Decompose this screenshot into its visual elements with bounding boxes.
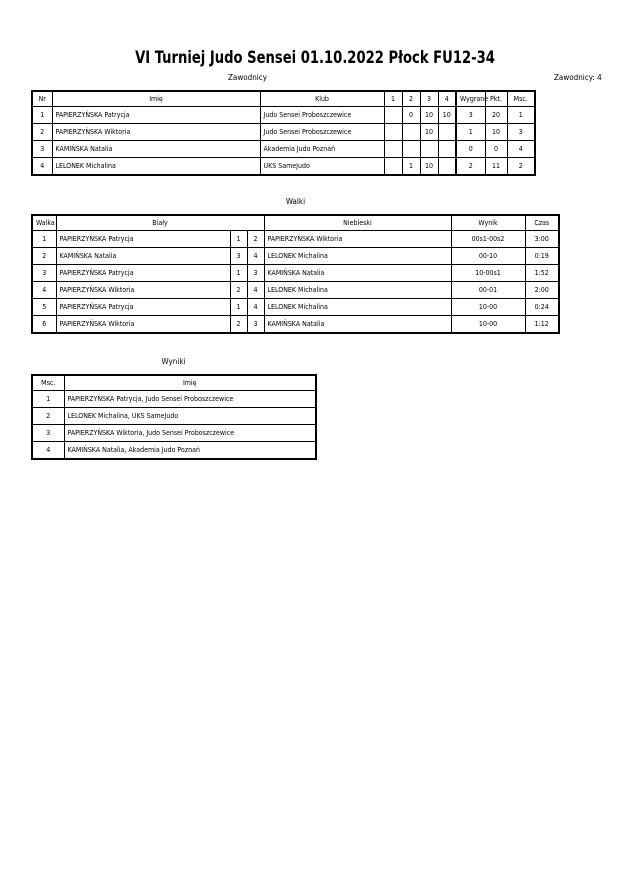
- table-row: [32, 408, 316, 425]
- place-cell: 1: [32, 391, 64, 408]
- name-cell: LELONEK Michalina: [52, 158, 260, 176]
- round-4-cell: [438, 124, 456, 141]
- round-3-cell: [420, 141, 438, 158]
- white-name: PAPIERZYŃSKA Patrycja: [56, 265, 230, 282]
- col-round-1: 1: [384, 91, 402, 107]
- round-4-cell: [438, 158, 456, 176]
- round-2-cell: [402, 141, 420, 158]
- name-cell: PAPIERZYŃSKA Wiktoria: [52, 124, 260, 141]
- col-club: Klub: [260, 91, 384, 107]
- points-cell: 11: [485, 158, 507, 176]
- fight-number: 5: [32, 299, 56, 316]
- name-cell: KAMIŃSKA Natalia: [52, 141, 260, 158]
- col-place: Msc.: [32, 375, 64, 391]
- white-name: PAPIERZYŃSKA Patrycja: [56, 231, 230, 248]
- blue-name: PAPIERZYŃSKA Wiktoria: [264, 231, 451, 248]
- round-4-cell: [438, 141, 456, 158]
- table-row: [32, 158, 535, 176]
- name-cell: KAMIŃSKA Natalia, Akademia Judo Poznań: [64, 442, 316, 460]
- fight-result: 00s1-00s2: [451, 231, 525, 248]
- place-cell: 1: [507, 107, 535, 124]
- white-name: PAPIERZYŃSKA Wiktoria: [56, 316, 230, 334]
- fight-number: 6: [32, 316, 56, 334]
- fight-number: 3: [32, 265, 56, 282]
- round-1-cell: [384, 158, 402, 176]
- blue-name: LELONEK Michalina: [264, 299, 451, 316]
- fights-header-row: [32, 215, 559, 231]
- round-3-cell: 10: [420, 158, 438, 176]
- competitors-header-row: [32, 91, 535, 107]
- white-nr: 3: [230, 248, 247, 265]
- blue-nr: 4: [247, 282, 264, 299]
- table-row: [32, 107, 535, 124]
- white-nr: 1: [230, 265, 247, 282]
- round-1-cell: [384, 141, 402, 158]
- results-caption: Wyniki: [161, 357, 186, 366]
- col-name: Imię: [52, 91, 260, 107]
- points-cell: 10: [485, 124, 507, 141]
- blue-nr: 4: [247, 299, 264, 316]
- col-round-2: 2: [402, 91, 420, 107]
- white-name: PAPIERZYŃSKA Wiktoria: [56, 282, 230, 299]
- table-row: [32, 425, 316, 442]
- white-name: KAMIŃSKA Natalia: [56, 248, 230, 265]
- round-1-cell: [384, 107, 402, 124]
- place-cell: 4: [507, 141, 535, 158]
- nr-cell: 4: [32, 158, 52, 176]
- fight-time: 0:19: [525, 248, 559, 265]
- fight-result: 00-10: [451, 248, 525, 265]
- club-cell: UKS SameJudo: [260, 158, 384, 176]
- fight-time: 3:00: [525, 231, 559, 248]
- fight-result: 00-01: [451, 282, 525, 299]
- round-2-cell: 1: [402, 158, 420, 176]
- table-row: [32, 442, 316, 460]
- won-cell: 3: [456, 107, 485, 124]
- white-nr: 1: [230, 231, 247, 248]
- round-3-cell: 10: [420, 107, 438, 124]
- fight-number: 2: [32, 248, 56, 265]
- table-row: [32, 282, 559, 299]
- round-2-cell: [402, 124, 420, 141]
- white-nr: 2: [230, 316, 247, 334]
- fight-number: 1: [32, 231, 56, 248]
- fight-result: 10-00s1: [451, 265, 525, 282]
- won-cell: 0: [456, 141, 485, 158]
- name-cell: PAPIERZYŃSKA Wiktoria, Judo Sensei Proboszczewice: [64, 425, 316, 442]
- col-white: Biały: [56, 215, 264, 231]
- competitor-count: Zawodnicy: 4: [554, 73, 602, 82]
- white-nr: 2: [230, 282, 247, 299]
- club-cell: Akademia Judo Poznań: [260, 141, 384, 158]
- fight-result: 10-00: [451, 299, 525, 316]
- nr-cell: 3: [32, 141, 52, 158]
- results-table: [31, 374, 317, 460]
- nr-cell: 2: [32, 124, 52, 141]
- fight-time: 1:12: [525, 316, 559, 334]
- blue-name: LELONEK Michalina: [264, 248, 451, 265]
- fights-table: [31, 214, 560, 334]
- col-place: Msc.: [507, 91, 535, 107]
- round-4-cell: 10: [438, 107, 456, 124]
- page-title: VI Turniej Judo Sensei 01.10.2022 Płock FU12-34: [135, 48, 495, 68]
- table-row: [32, 124, 535, 141]
- col-blue: Niebieski: [264, 215, 451, 231]
- blue-name: LELONEK Michalina: [264, 282, 451, 299]
- results-header-row: [32, 375, 316, 391]
- place-cell: 3: [32, 425, 64, 442]
- blue-nr: 3: [247, 265, 264, 282]
- col-result: Wynik: [451, 215, 525, 231]
- col-time: Czas: [525, 215, 559, 231]
- col-fight: Walka: [32, 215, 56, 231]
- blue-nr: 2: [247, 231, 264, 248]
- col-name: Imię: [64, 375, 316, 391]
- competitors-caption: Zawodnicy: [228, 73, 267, 82]
- nr-cell: 1: [32, 107, 52, 124]
- fight-time: 1:52: [525, 265, 559, 282]
- won-cell: 2: [456, 158, 485, 176]
- name-cell: PAPIERZYŃSKA Patrycja, Judo Sensei Proboszczewice: [64, 391, 316, 408]
- table-row: [32, 141, 535, 158]
- name-cell: LELONEK Michalina, UKS SameJudo: [64, 408, 316, 425]
- col-round-4: 4: [438, 91, 456, 107]
- blue-nr: 4: [247, 248, 264, 265]
- table-row: [32, 316, 559, 334]
- col-won: Wygrane: [456, 91, 485, 107]
- table-row: [32, 299, 559, 316]
- competitors-table: [31, 90, 536, 176]
- fight-time: 0:24: [525, 299, 559, 316]
- table-row: [32, 391, 316, 408]
- col-round-3: 3: [420, 91, 438, 107]
- fights-caption: Walki: [285, 197, 306, 206]
- club-cell: Judo Sensei Proboszczewice: [260, 124, 384, 141]
- round-1-cell: [384, 124, 402, 141]
- won-cell: 1: [456, 124, 485, 141]
- blue-name: KAMIŃSKA Natalia: [264, 316, 451, 334]
- blue-name: KAMIŃSKA Natalia: [264, 265, 451, 282]
- place-cell: 4: [32, 442, 64, 460]
- col-points: Pkt.: [485, 91, 507, 107]
- place-cell: 2: [507, 158, 535, 176]
- fight-number: 4: [32, 282, 56, 299]
- round-2-cell: 0: [402, 107, 420, 124]
- place-cell: 3: [507, 124, 535, 141]
- fight-time: 2:00: [525, 282, 559, 299]
- round-3-cell: 10: [420, 124, 438, 141]
- table-row: [32, 265, 559, 282]
- club-cell: Judo Sensei Proboszczewice: [260, 107, 384, 124]
- points-cell: 0: [485, 141, 507, 158]
- fight-result: 10-00: [451, 316, 525, 334]
- table-row: [32, 231, 559, 248]
- name-cell: PAPIERZYŃSKA Patrycja: [52, 107, 260, 124]
- points-cell: 20: [485, 107, 507, 124]
- col-nr: Nr: [32, 91, 52, 107]
- white-nr: 1: [230, 299, 247, 316]
- place-cell: 2: [32, 408, 64, 425]
- table-row: [32, 248, 559, 265]
- blue-nr: 3: [247, 316, 264, 334]
- white-name: PAPIERZYŃSKA Patrycja: [56, 299, 230, 316]
